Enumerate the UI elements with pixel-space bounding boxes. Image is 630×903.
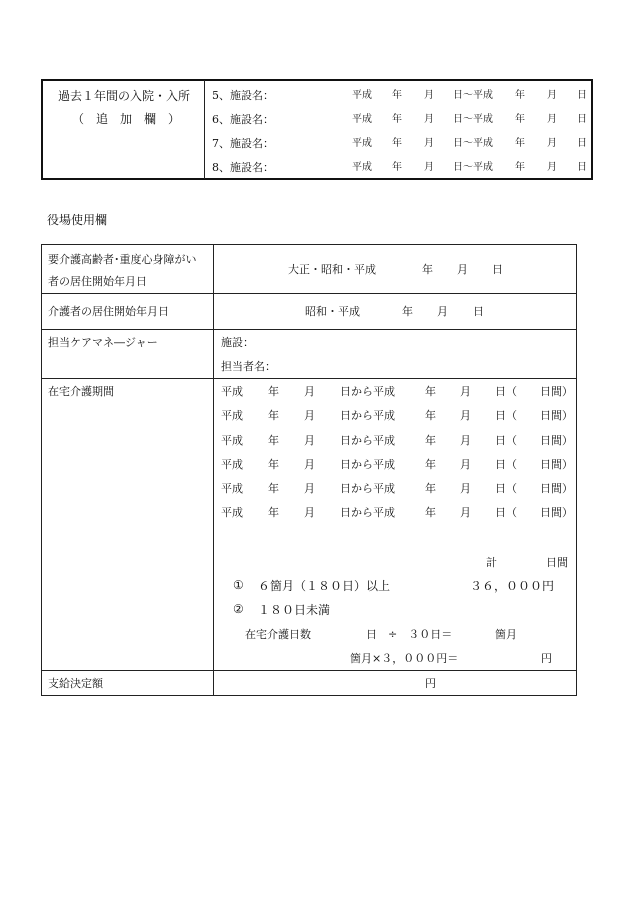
day-text: 日（ xyxy=(495,482,517,495)
day-to-era-text: 日～平成 xyxy=(453,138,493,149)
calc2-unit: 円 xyxy=(541,652,552,665)
month-text: 月 xyxy=(547,114,557,125)
payment-unit: 円 xyxy=(425,677,436,690)
year-text: 年 xyxy=(515,114,525,125)
facility-label: 7、施設名： xyxy=(212,137,274,150)
era-text: 平成 xyxy=(221,506,243,519)
residence-start-label: 要介護高齢者･重度心身障がい xyxy=(48,253,197,266)
day-text: 日（ xyxy=(495,458,517,471)
year-text: 年 xyxy=(425,409,436,422)
month-text: 月 xyxy=(547,90,557,101)
days-text: 日間） xyxy=(540,385,573,398)
payment-decision-label: 支給決定額 xyxy=(48,677,103,690)
admission-history-heading: 過去１年間の入院・入所 xyxy=(58,89,191,103)
year-text: 年 xyxy=(425,458,436,471)
month-text: 月 xyxy=(460,458,471,471)
day-to-era-text: 日～平成 xyxy=(453,90,493,101)
option1-amount: ３６，０００円 xyxy=(470,579,555,593)
day-from-era-text: 日から平成 xyxy=(340,385,395,398)
care-manager-person: 担当者名： xyxy=(221,360,276,373)
year-text: 年 xyxy=(268,506,279,519)
month-text: 月 xyxy=(547,138,557,149)
day-text: 日 xyxy=(492,263,503,276)
day-from-era-text: 日から平成 xyxy=(340,482,395,495)
day-text: 日（ xyxy=(495,506,517,519)
calc-months-unit: 箇月 xyxy=(495,628,517,641)
month-text: 月 xyxy=(457,263,468,276)
calc-days-unit: 日 xyxy=(366,628,377,641)
days-text: 日間） xyxy=(540,482,573,495)
day-from-era-text: 日から平成 xyxy=(340,506,395,519)
year-text: 年 xyxy=(268,458,279,471)
days-text: 日間） xyxy=(540,458,573,471)
year-text: 年 xyxy=(268,434,279,447)
era-text: 平成 xyxy=(352,90,372,101)
facility-label: 8、施設名： xyxy=(212,161,274,174)
year-text: 年 xyxy=(425,482,436,495)
option2-mark: ② xyxy=(233,602,244,616)
option1-text: ６箇月（１８０日）以上 xyxy=(258,579,391,593)
month-text: 月 xyxy=(460,506,471,519)
office-section-title: 役場使用欄 xyxy=(47,213,108,227)
day-text: 日 xyxy=(577,90,587,101)
year-text: 年 xyxy=(425,385,436,398)
month-text: 月 xyxy=(304,385,315,398)
days-text: 日間） xyxy=(540,506,573,519)
year-text: 年 xyxy=(425,434,436,447)
calc-label: 在宅介護日数 xyxy=(245,628,311,641)
day-to-era-text: 日～平成 xyxy=(453,162,493,173)
year-text: 年 xyxy=(392,90,402,101)
year-text: 年 xyxy=(515,90,525,101)
era-text: 平成 xyxy=(221,458,243,471)
era-text: 平成 xyxy=(221,434,243,447)
year-text: 年 xyxy=(422,263,433,276)
month-text: 月 xyxy=(424,138,434,149)
total-unit: 日間 xyxy=(546,556,568,569)
admission-history-subheading: （ 追 加 欄 ） xyxy=(72,112,181,126)
month-text: 月 xyxy=(460,482,471,495)
day-text: 日（ xyxy=(495,434,517,447)
month-text: 月 xyxy=(304,458,315,471)
year-text: 年 xyxy=(425,506,436,519)
year-text: 年 xyxy=(268,385,279,398)
calc-operation: ÷ ３０日＝ xyxy=(388,628,453,641)
month-text: 月 xyxy=(304,506,315,519)
option1-mark: ① xyxy=(233,578,244,592)
month-text: 月 xyxy=(437,305,448,318)
year-text: 年 xyxy=(515,162,525,173)
year-text: 年 xyxy=(268,482,279,495)
month-text: 月 xyxy=(304,482,315,495)
year-text: 年 xyxy=(392,138,402,149)
era-text: 平成 xyxy=(352,138,372,149)
month-text: 月 xyxy=(460,434,471,447)
care-manager-facility: 施設： xyxy=(221,336,254,349)
day-from-era-text: 日から平成 xyxy=(340,434,395,447)
era-text: 平成 xyxy=(221,482,243,495)
year-text: 年 xyxy=(268,409,279,422)
row-divider xyxy=(41,670,577,671)
era-text: 平成 xyxy=(352,162,372,173)
era-text: 平成 xyxy=(221,409,243,422)
year-text: 年 xyxy=(392,114,402,125)
days-text: 日間） xyxy=(540,409,573,422)
residence-start-label-cont: 者の居住開始年月日 xyxy=(48,275,147,288)
admission-history-divider xyxy=(204,80,205,179)
month-text: 月 xyxy=(304,409,315,422)
caregiver-start-label: 介護者の居住開始年月日 xyxy=(48,305,169,318)
total-label: 計 xyxy=(486,556,497,569)
day-text: 日 xyxy=(577,114,587,125)
era-text: 大正・昭和・平成 xyxy=(288,263,376,276)
days-text: 日間） xyxy=(540,434,573,447)
era-text: 昭和・平成 xyxy=(305,305,360,318)
day-text: 日（ xyxy=(495,409,517,422)
row-divider xyxy=(41,293,577,294)
year-text: 年 xyxy=(392,162,402,173)
month-text: 月 xyxy=(424,162,434,173)
month-text: 月 xyxy=(460,385,471,398)
month-text: 月 xyxy=(424,90,434,101)
month-text: 月 xyxy=(304,434,315,447)
day-from-era-text: 日から平成 xyxy=(340,409,395,422)
option2-text: １８０日未満 xyxy=(258,603,331,617)
facility-label: 6、施設名： xyxy=(212,113,274,126)
day-text: 日（ xyxy=(495,385,517,398)
day-text: 日 xyxy=(473,305,484,318)
home-care-period-label: 在宅介護期間 xyxy=(48,385,114,398)
care-manager-label: 担当ケアマネ―ジャー xyxy=(48,336,158,349)
year-text: 年 xyxy=(402,305,413,318)
day-text: 日 xyxy=(577,162,587,173)
row-divider xyxy=(41,329,577,330)
day-from-era-text: 日から平成 xyxy=(340,458,395,471)
month-text: 月 xyxy=(424,114,434,125)
era-text: 平成 xyxy=(352,114,372,125)
month-text: 月 xyxy=(547,162,557,173)
year-text: 年 xyxy=(515,138,525,149)
day-to-era-text: 日～平成 xyxy=(453,114,493,125)
facility-label: 5、施設名： xyxy=(212,89,274,102)
office-table-divider xyxy=(213,244,214,696)
era-text: 平成 xyxy=(221,385,243,398)
row-divider xyxy=(41,378,577,379)
month-text: 月 xyxy=(460,409,471,422)
calc2-text: 箇月×３，０００円＝ xyxy=(350,652,459,665)
day-text: 日 xyxy=(577,138,587,149)
